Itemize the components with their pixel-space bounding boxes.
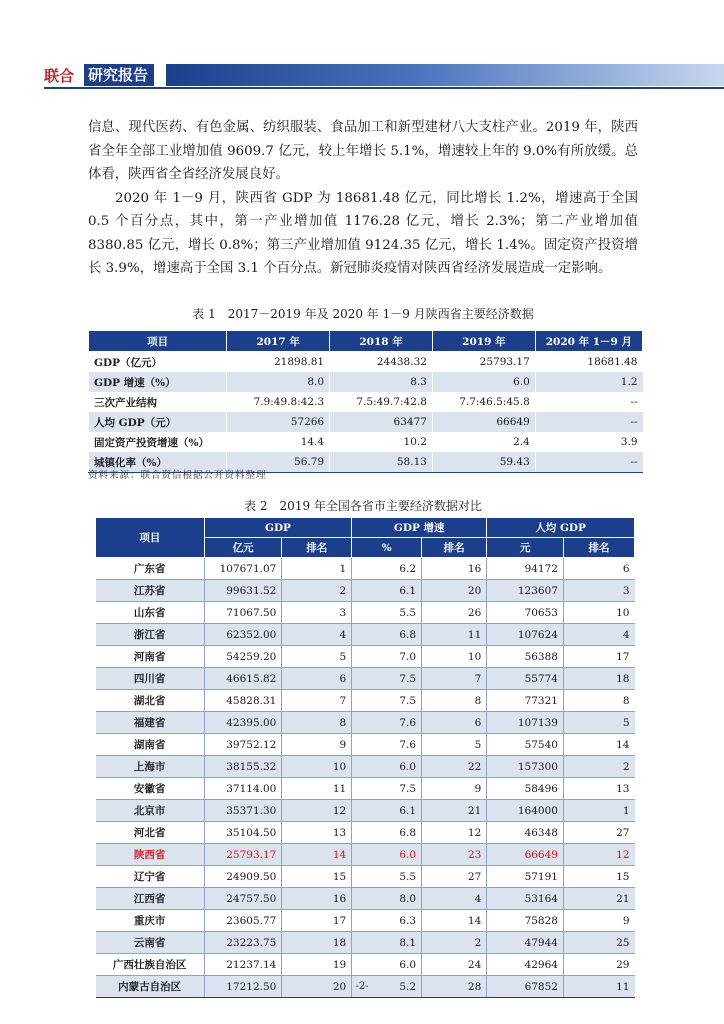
table-cell: 2 <box>563 756 634 778</box>
table-cell: 25 <box>563 932 634 954</box>
table-cell: 8.0 <box>352 888 422 910</box>
table-cell: 4 <box>422 888 487 910</box>
table-row <box>89 352 643 373</box>
table2-subheader: 排名 <box>422 538 487 558</box>
table-cell: 23 <box>422 844 487 866</box>
table-cell: 57191 <box>487 866 564 888</box>
table-cell: 70653 <box>487 602 564 624</box>
table-cell: 6 <box>422 712 487 734</box>
table-cell: 46348 <box>487 822 564 844</box>
table-row <box>96 756 635 778</box>
table-cell: 7.5 <box>352 690 422 712</box>
table-row <box>96 778 635 800</box>
table2-header-per-capita: 人均 GDP <box>487 518 635 538</box>
table2-subheader: 排名 <box>563 538 634 558</box>
province-name: 浙江省 <box>96 624 205 646</box>
table-cell: 66649 <box>432 412 535 432</box>
table-cell: 1 <box>282 558 352 580</box>
table-cell: 8 <box>422 690 487 712</box>
table-cell: 11 <box>422 624 487 646</box>
table1-header-cell: 2017 年 <box>227 331 330 352</box>
table-cell: 4 <box>282 624 352 646</box>
province-name: 河南省 <box>96 646 205 668</box>
table-row <box>96 866 635 888</box>
table2 <box>95 517 635 998</box>
report-header <box>0 63 724 89</box>
province-name: 上海市 <box>96 756 205 778</box>
table-cell: 3 <box>563 580 634 602</box>
table-cell: 2 <box>282 580 352 602</box>
table-row <box>96 910 635 932</box>
table-cell: 10 <box>563 602 634 624</box>
table-cell: 14.4 <box>227 432 330 452</box>
table-cell: 58.13 <box>330 452 433 473</box>
table-cell: 9 <box>282 734 352 756</box>
table-cell: 5 <box>422 734 487 756</box>
table-cell: 46615.82 <box>204 668 282 690</box>
table-cell: 54259.20 <box>204 646 282 668</box>
table-cell: 45828.31 <box>204 690 282 712</box>
table-cell: 7.5:49.7:42.8 <box>330 392 433 412</box>
table-cell: 8 <box>563 690 634 712</box>
table-cell: 12 <box>563 844 634 866</box>
table-row <box>96 888 635 910</box>
table-cell: 7.7:46.5:45.8 <box>432 392 535 412</box>
row-label: 固定资产投资增速（%） <box>89 432 227 452</box>
table-cell: 23605.77 <box>204 910 282 932</box>
table-cell: 7 <box>282 690 352 712</box>
row-label: 城镇化率（%） <box>89 452 227 473</box>
body-text <box>88 116 638 281</box>
table-cell: 6.0 <box>352 954 422 976</box>
province-name: 北京市 <box>96 800 205 822</box>
table-cell: 6.2 <box>352 558 422 580</box>
table-cell: 27 <box>422 866 487 888</box>
table-cell: 6.8 <box>352 624 422 646</box>
table-cell: 5.5 <box>352 602 422 624</box>
table1-source: 资料来源：联合资信根据公开资料整理 <box>88 470 267 481</box>
row-label: 人均 GDP（元） <box>89 412 227 432</box>
table-cell: 123607 <box>487 580 564 602</box>
row-label: GDP（亿元） <box>89 352 227 373</box>
table-cell: 37114.00 <box>204 778 282 800</box>
table-cell: 55774 <box>487 668 564 690</box>
table-cell: 77321 <box>487 690 564 712</box>
table-row <box>96 954 635 976</box>
table1-header-row <box>89 331 643 352</box>
table-cell: 21 <box>422 800 487 822</box>
table-row <box>96 602 635 624</box>
table1-header-cell: 2019 年 <box>432 331 535 352</box>
table-cell: 57266 <box>227 412 330 432</box>
table2-subheader: % <box>352 538 422 558</box>
table-cell: 21 <box>563 888 634 910</box>
table-cell: 39752.12 <box>204 734 282 756</box>
table-row <box>96 734 635 756</box>
table-cell: 6.0 <box>352 844 422 866</box>
table-cell: 99631.52 <box>204 580 282 602</box>
table-cell: 25793.17 <box>432 352 535 373</box>
table-cell: 7.6 <box>352 734 422 756</box>
brand-report-label: 研究报告 <box>84 64 154 86</box>
table-cell: 75828 <box>487 910 564 932</box>
table-cell: 10.2 <box>330 432 433 452</box>
table-row <box>96 690 635 712</box>
table-cell: 16 <box>282 888 352 910</box>
table-cell: 8 <box>282 712 352 734</box>
province-name: 云南省 <box>96 932 205 954</box>
table1-header-cell: 2018 年 <box>330 331 433 352</box>
table-cell: 3.9 <box>535 432 642 452</box>
table-cell: 8.1 <box>352 932 422 954</box>
table-cell: 12 <box>422 822 487 844</box>
table2-header-gdp-growth: GDP 增速 <box>352 518 487 538</box>
table-cell: 107139 <box>487 712 564 734</box>
table-row <box>96 580 635 602</box>
table-cell: 23223.75 <box>204 932 282 954</box>
table-cell: 5 <box>282 646 352 668</box>
table-cell: 71067.50 <box>204 602 282 624</box>
province-name: 湖北省 <box>96 690 205 712</box>
province-name: 重庆市 <box>96 910 205 932</box>
table-cell: 14 <box>422 910 487 932</box>
table-cell: 8.0 <box>227 372 330 392</box>
table-cell: 14 <box>563 734 634 756</box>
table-cell: 21898.81 <box>227 352 330 373</box>
table-cell: 24 <box>422 954 487 976</box>
table-cell: 17 <box>563 646 634 668</box>
table2-subheader: 排名 <box>282 538 352 558</box>
table-cell: 7 <box>422 668 487 690</box>
table-cell: 11 <box>282 778 352 800</box>
table-cell: 164000 <box>487 800 564 822</box>
row-label: GDP 增速（%） <box>89 372 227 392</box>
table-cell: 35104.50 <box>204 822 282 844</box>
province-name: 河北省 <box>96 822 205 844</box>
table-cell: -- <box>535 452 642 473</box>
table-cell: 94172 <box>487 558 564 580</box>
table1-header-cell: 项目 <box>89 331 227 352</box>
table-cell: 20 <box>282 976 352 998</box>
table-row <box>89 372 643 392</box>
table-cell: 42395.00 <box>204 712 282 734</box>
brand-name: 联合 <box>44 67 75 85</box>
table-cell: 13 <box>563 778 634 800</box>
table-cell: 10 <box>282 756 352 778</box>
table-cell: 107671.07 <box>204 558 282 580</box>
table-cell: 7.6 <box>352 712 422 734</box>
table-cell: 6.8 <box>352 822 422 844</box>
table-cell: 18 <box>282 932 352 954</box>
table-cell: 56.79 <box>227 452 330 473</box>
table-row <box>89 412 643 432</box>
table-cell: 27 <box>563 822 634 844</box>
province-name: 广东省 <box>96 558 205 580</box>
table-cell: 6.1 <box>352 800 422 822</box>
province-name: 湖南省 <box>96 734 205 756</box>
table-cell: 1.2 <box>535 372 642 392</box>
table-cell: 6.1 <box>352 580 422 602</box>
table-cell: 3 <box>282 602 352 624</box>
table-row <box>96 712 635 734</box>
province-name: 江西省 <box>96 888 205 910</box>
table-cell: 6.0 <box>352 756 422 778</box>
table-cell: 5.2 <box>352 976 422 998</box>
table-cell: 21237.14 <box>204 954 282 976</box>
table-cell: 15 <box>563 866 634 888</box>
table-cell: 7.0 <box>352 646 422 668</box>
table-cell: 6 <box>563 558 634 580</box>
table-cell: 63477 <box>330 412 433 432</box>
table-cell: 17212.50 <box>204 976 282 998</box>
table-cell: 6.0 <box>432 372 535 392</box>
table2-caption: 表 2 2019 年全国各省市主要经济数据对比 <box>244 499 482 513</box>
table-cell: 10 <box>422 646 487 668</box>
table-cell: 2.4 <box>432 432 535 452</box>
table-cell: 62352.00 <box>204 624 282 646</box>
table-cell: 35371.30 <box>204 800 282 822</box>
table-cell: 47944 <box>487 932 564 954</box>
paragraph-1: 信息、现代医药、有色金属、纺织服装、食品加工和新型建材八大支柱产业。2019 年，陕西省全年全部工业增加值 9609.7 亿元，较上年增长 5.1%，增速较上年的 9.0%有所放缓。总体看，陕西省全省经济发展良好。 <box>88 120 638 182</box>
table-cell: 2 <box>422 932 487 954</box>
table-cell: 67852 <box>487 976 564 998</box>
page-number: -2- <box>355 981 369 992</box>
table-cell: 5.5 <box>352 866 422 888</box>
table-cell: 38155.32 <box>204 756 282 778</box>
province-name: 辽宁省 <box>96 866 205 888</box>
table-row <box>96 668 635 690</box>
table2-subheader: 亿元 <box>204 538 282 558</box>
table-cell: 8.3 <box>330 372 433 392</box>
table-cell: 12 <box>282 800 352 822</box>
table-cell: 19 <box>282 954 352 976</box>
table1 <box>88 330 643 473</box>
table-cell: 5 <box>563 712 634 734</box>
table-row <box>89 392 643 412</box>
table-row <box>96 822 635 844</box>
province-name: 四川省 <box>96 668 205 690</box>
table-cell: 15 <box>282 866 352 888</box>
table-cell: 59.43 <box>432 452 535 473</box>
table-cell: 6 <box>282 668 352 690</box>
province-name: 陕西省 <box>96 844 205 866</box>
table-cell: 66649 <box>487 844 564 866</box>
table-cell: 13 <box>282 822 352 844</box>
table-cell: 11 <box>563 976 634 998</box>
table-cell: -- <box>535 412 642 432</box>
table-cell: 157300 <box>487 756 564 778</box>
table-row <box>96 558 635 580</box>
table-row <box>96 646 635 668</box>
table-row <box>96 624 635 646</box>
row-label: 三次产业结构 <box>89 392 227 412</box>
province-name: 广西壮族自治区 <box>96 954 205 976</box>
table2-group-header-row <box>96 518 635 538</box>
table-cell: 9 <box>563 910 634 932</box>
province-name: 山东省 <box>96 602 205 624</box>
paragraph-2: 2020 年 1－9 月，陕西省 GDP 为 18681.48 亿元，同比增长 1.2%，增速高于全国 0.5 个百分点，其中，第一产业增加值 1176.28 亿元，增长 2.3%；第二产业增加值 8380.85 亿元，增长 0.8%；第三产业增加值 9124.35 亿元，增长 1.4%。固定资产投资增长 3.9%，增速高于全国 3.1 个百分点。新冠肺炎疫情对陕西省经济发展造成一定影响。 <box>88 190 638 276</box>
table-cell: 20 <box>422 580 487 602</box>
table-row <box>89 432 643 452</box>
table-cell: 6.3 <box>352 910 422 932</box>
table-cell: 28 <box>422 976 487 998</box>
table-cell: 18681.48 <box>535 352 642 373</box>
table-cell: 57540 <box>487 734 564 756</box>
table-cell: 17 <box>282 910 352 932</box>
table-row <box>96 844 635 866</box>
table-cell: 25793.17 <box>204 844 282 866</box>
table-cell: -- <box>535 392 642 412</box>
header-rule <box>44 87 724 89</box>
table-cell: 4 <box>563 624 634 646</box>
table-cell: 58496 <box>487 778 564 800</box>
table-row <box>96 932 635 954</box>
table-row <box>96 800 635 822</box>
table-cell: 7.9:49.8:42.3 <box>227 392 330 412</box>
table1-caption: 表 1 2017－2019 年及 2020 年 1－9 月陕西省主要经济数据 <box>192 307 534 321</box>
table2-header-item: 项目 <box>96 518 205 558</box>
table2-header-gdp: GDP <box>204 518 351 538</box>
table-cell: 53164 <box>487 888 564 910</box>
table-cell: 7.5 <box>352 668 422 690</box>
header-gradient-bar <box>166 64 724 86</box>
table-cell: 56388 <box>487 646 564 668</box>
province-name: 江苏省 <box>96 580 205 602</box>
table-cell: 1 <box>563 800 634 822</box>
province-name: 福建省 <box>96 712 205 734</box>
table-cell: 24909.50 <box>204 866 282 888</box>
table1-header-cell: 2020 年 1－9 月 <box>535 331 642 352</box>
province-name: 内蒙古自治区 <box>96 976 205 998</box>
table-cell: 9 <box>422 778 487 800</box>
province-name: 安徽省 <box>96 778 205 800</box>
table-cell: 24757.50 <box>204 888 282 910</box>
table-cell: 16 <box>422 558 487 580</box>
table-cell: 107624 <box>487 624 564 646</box>
table-cell: 26 <box>422 602 487 624</box>
table-cell: 18 <box>563 668 634 690</box>
table-cell: 42964 <box>487 954 564 976</box>
table-cell: 29 <box>563 954 634 976</box>
table2-subheader: 元 <box>487 538 564 558</box>
table-cell: 22 <box>422 756 487 778</box>
table-cell: 7.5 <box>352 778 422 800</box>
table-cell: 24438.32 <box>330 352 433 373</box>
table-cell: 14 <box>282 844 352 866</box>
